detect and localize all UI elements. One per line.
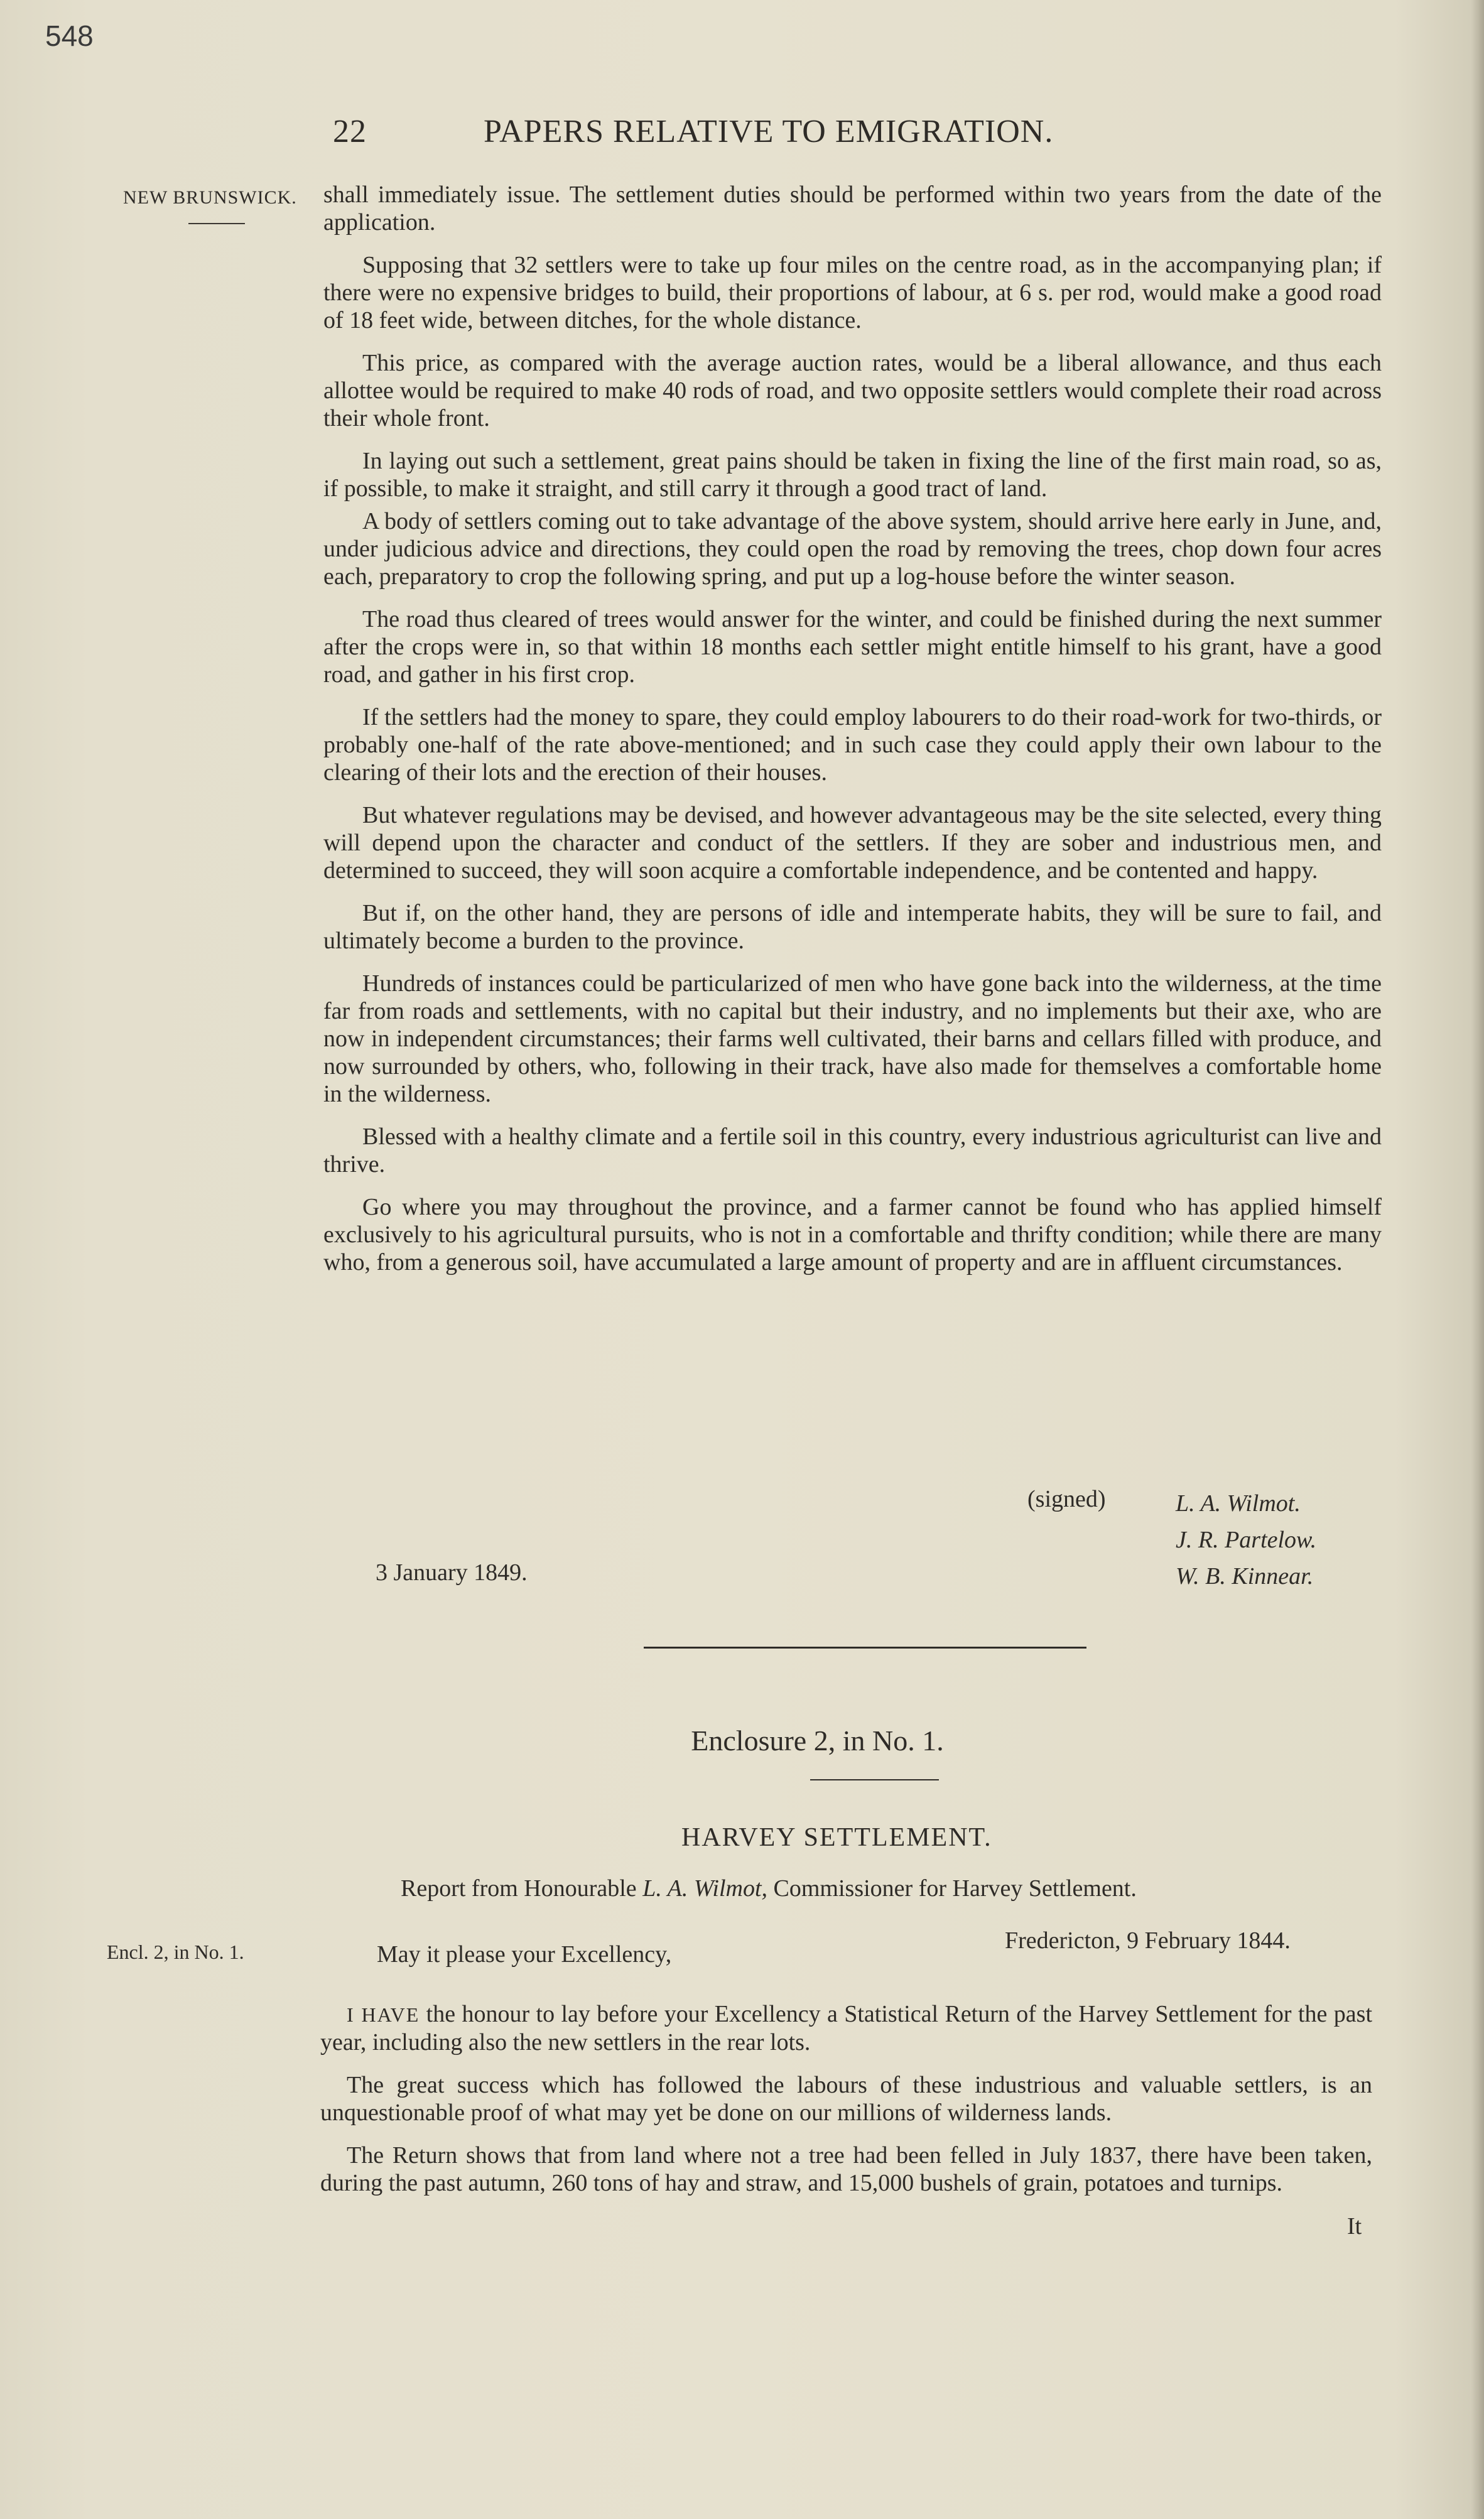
enclosure-title (0, 1724, 1484, 1757)
header-title: PAPERS RELATIVE TO EMIGRATION. (484, 114, 1054, 149)
report-line (401, 1875, 1137, 1902)
paragraph: shall immediately issue. The settlement duties should be performed within two years from the date of the application. (323, 181, 1382, 236)
paragraph: This price, as compared with the average auction rates, would be a liberal allowance, and thus each allottee would be required to make 40 rods of road, and two opposite settlers would complete their road across their whole front. (323, 350, 1382, 431)
book-spine-edge (1470, 0, 1484, 2519)
paragraph: If the settlers had the money to spare, they could employ labourers to do their road-work for two-thirds, or probably one-half of the rate above-mentioned; and in such case they could apply their own labour to the clearing of their lots and the erection of their houses. (323, 704, 1382, 786)
settlement-heading: HARVEY SETTLEMENT. (681, 1823, 992, 1852)
paragraph: The great success which has followed the labours of these industrious and valuable settlers, is an unquestionable proof of what may yet be done on our millions of wilderness lands. (320, 2072, 1372, 2126)
paragraph: Hundreds of instances could be particularized of men who have gone back into the wilderness, at the time far from roads and settlements, with no capital but their industry, and no implements but their axe, who are now in independent circumstances; their farms well cultivated, their barns and cellars filled with produce, and now surrounded by others, who, following in their track, have also made for themselves a comfortable home in the wilderness. (323, 970, 1382, 1107)
running-head (333, 113, 1212, 150)
signatories (1176, 1485, 1316, 1595)
opening-word: I HAVE (347, 2003, 420, 2026)
paragraph: But whatever regulations may be devised, and however advantageous may be the site selected, every thing will depend upon the character and conduct of the settlers. If they are sober and industrious men, and determined to succeed, they will soon acquire a comfortable independence, and be contented and happy. (323, 802, 1382, 884)
enclosure-title-text: Enclosure 2, in No. 1. (691, 1725, 944, 1757)
margin-rule (188, 223, 245, 224)
catchword: It (1347, 2213, 1362, 2240)
margin-enclosure-ref: Encl. 2, in No. 1. (107, 1941, 244, 1963)
main-text (323, 181, 1382, 1291)
place-date: Fredericton, 9 February 1844. (1005, 1927, 1291, 1954)
paragraph: Go where you may throughout the province, and a farmer cannot be found who has applied himself exclusively to his agricultural pursuits, who is not in a comfortable and thrifty condition; while there are many who, from a generous soil, have accumulated a large amount of property and are in affluent circumstances. (323, 1194, 1382, 1276)
signatory-name: L. A. Wilmot. (1176, 1490, 1301, 1517)
paragraph: Blessed with a healthy climate and a fertile soil in this country, every industrious agriculturist can live and thrive. (323, 1124, 1382, 1178)
paragraph: In laying out such a settlement, great pains should be taken in fixing the line of the first main road, so as, if possible, to make it straight, and still carry it through a good tract of land. (323, 448, 1382, 502)
paragraph-text: the honour to lay before your Excellency a Statistical Return of the Harvey Settlement for the past year, including also the new settlers in the rear lots. (320, 2001, 1372, 2056)
paragraph (320, 2000, 1372, 2056)
paragraph: A body of settlers coming out to take advantage of the above system, should arrive here early in June, and, under judicious advice and directions, they could open the road by removing the trees, chop down four acres each, preparatory to crop the following spring, and put up a log-house before the winter season. (323, 508, 1382, 590)
report-suffix: Commissioner for Harvey Settlement. (767, 1875, 1137, 1902)
salutation: May it please your Excellency, (377, 1941, 672, 1968)
paragraph: But if, on the other hand, they are persons of idle and intemperate habits, they will be sure to fail, and ultimately become a burden to the province. (323, 900, 1382, 954)
signatory-name: J. R. Partelow. (1176, 1527, 1317, 1553)
report-name: L. A. Wilmot, (642, 1875, 768, 1902)
paragraph: The road thus cleared of trees would answer for the winter, and could be finished during the next summer after the crops were in, so that within 18 months each settler might entitle himself to his grant, have a good road, and gather in his first crop. (323, 606, 1382, 688)
letter-text (320, 2000, 1372, 2212)
signatory-name: W. B. Kinnear. (1176, 1563, 1314, 1590)
section-divider (644, 1647, 1086, 1649)
report-prefix: Report from Honourable (401, 1875, 643, 1902)
header-page-number: 22 (333, 114, 367, 149)
margin-colony-label: NEW BRUNSWICK. (123, 187, 297, 208)
enclosure-rule (810, 1779, 939, 1780)
letter-date: 3 January 1849. (376, 1559, 528, 1586)
signed-label: (signed) (1027, 1486, 1106, 1512)
paragraph: The Return shows that from land where not a tree had been felled in July 1837, there have been taken, during the past autumn, 260 tons of hay and straw, and 15,000 bushels of grain, potatoes and turnips. (320, 2142, 1372, 2196)
paragraph: Supposing that 32 settlers were to take up four miles on the centre road, as in the accompanying plan; if there were no expensive bridges to build, their proportions of labour, at 6 s. per rod, would make a good road of 18 feet wide, between ditches, for the whole distance. (323, 252, 1382, 333)
page-number: 548 (45, 19, 94, 52)
